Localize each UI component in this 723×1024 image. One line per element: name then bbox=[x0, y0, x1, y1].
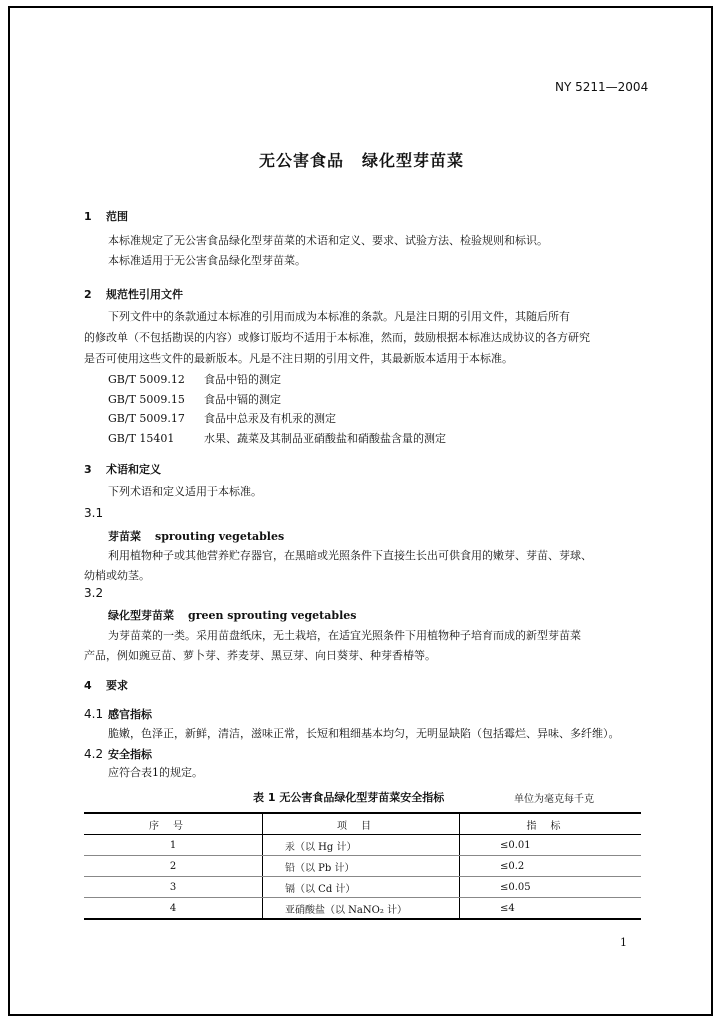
reference-item bbox=[108, 391, 281, 407]
table-caption: 表 1 无公害食品绿化型芽苗菜安全指标 bbox=[253, 791, 445, 804]
row-item: 亚硝酸盐（以 NaNO₂ 计） bbox=[263, 898, 460, 920]
row-number: 3 bbox=[84, 877, 263, 898]
subsection-number: 4.2 bbox=[84, 747, 104, 761]
table-header-row bbox=[84, 813, 641, 835]
section-2-paragraph-line-3: 是否可使用这些文件的最新版本。凡是不注日期的引用文件，其最新版本适用于本标准。 bbox=[84, 352, 513, 365]
row-item: 铅（以 Pb 计） bbox=[263, 856, 460, 877]
section-title: 要求 bbox=[106, 679, 128, 692]
reference-code: GB/T 5009.15 bbox=[108, 393, 185, 406]
section-3-heading bbox=[84, 461, 161, 477]
reference-title: 食品中铅的测定 bbox=[204, 373, 281, 386]
row-item: 镉（以 Cd 计） bbox=[263, 877, 460, 898]
term-english: sprouting vegetables bbox=[155, 530, 285, 543]
column-header-number: 序号 bbox=[84, 813, 263, 835]
row-limit: ≤0.01 bbox=[460, 835, 642, 856]
row-item: 汞（以 Hg 计） bbox=[263, 835, 460, 856]
reference-item bbox=[108, 430, 446, 446]
section-1-paragraph-1: 本标准规定了无公害食品绿化型芽苗菜的术语和定义、要求、试验方法、检验规则和标识。 bbox=[108, 234, 548, 247]
subsection-4-2-text: 应符合表1的规定。 bbox=[108, 766, 203, 779]
section-number: 3 bbox=[84, 463, 92, 476]
row-limit: ≤0.05 bbox=[460, 877, 642, 898]
section-number: 1 bbox=[84, 210, 92, 223]
table-unit: 单位为毫克每千克 bbox=[514, 794, 594, 805]
reference-code: GB/T 5009.17 bbox=[108, 412, 185, 425]
table-row bbox=[84, 835, 641, 856]
document-title bbox=[0, 148, 723, 171]
column-header-item: 项目 bbox=[263, 813, 460, 835]
section-title: 术语和定义 bbox=[106, 463, 161, 476]
section-2-heading bbox=[84, 286, 183, 302]
reference-title: 水果、蔬菜及其制品亚硝酸盐和硝酸盐含量的测定 bbox=[204, 432, 446, 445]
term-chinese: 芽苗菜 bbox=[108, 530, 141, 543]
subsection-4-1-text: 脆嫩，色泽正，新鲜，清洁，滋味正常，长短和粗细基本均匀，无明显缺陷（包括霉烂、异味、多纤维）。 bbox=[108, 727, 620, 740]
table-row bbox=[84, 898, 641, 920]
title-part-2: 绿化型芽苗菜 bbox=[362, 151, 465, 170]
section-title: 范围 bbox=[106, 210, 128, 223]
reference-item bbox=[108, 371, 281, 387]
term-3-1-definition-line-2: 幼梢或幼茎。 bbox=[84, 569, 150, 582]
section-2-paragraph-line-2: 的修改单（不包括勘误的内容）或修订版均不适用于本标准，然而，鼓励根据本标准达成协议的各方研究 bbox=[84, 331, 590, 344]
row-limit: ≤4 bbox=[460, 898, 642, 920]
reference-title: 食品中总汞及有机汞的测定 bbox=[204, 412, 336, 425]
table-row bbox=[84, 856, 641, 877]
term-3-2-definition-line-2: 产品，例如豌豆苗、萝卜芽、荞麦芽、黑豆芽、向日葵芽、种芽香椿等。 bbox=[84, 649, 436, 662]
section-number: 4 bbox=[84, 679, 92, 692]
term-3-2-definition-line-1: 为芽苗菜的一类。采用苗盘纸床，无土栽培，在适宜光照条件下用植物种子培育而成的新型芽苗菜 bbox=[108, 629, 581, 642]
term-3-1-definition-line-1: 利用植物种子或其他营养贮存器官，在黑暗或光照条件下直接生长出可供食用的嫩芽、芽苗、芽球、 bbox=[108, 549, 592, 562]
table-row bbox=[84, 877, 641, 898]
term-3-2 bbox=[108, 607, 356, 623]
section-1-heading bbox=[84, 208, 128, 224]
section-4-heading bbox=[84, 677, 128, 693]
row-limit: ≤0.2 bbox=[460, 856, 642, 877]
row-number: 1 bbox=[84, 835, 263, 856]
subsection-number: 4.1 bbox=[84, 707, 104, 721]
subsection-title: 感官指标 bbox=[108, 708, 152, 721]
subsection-4-2-heading bbox=[84, 746, 152, 762]
section-1-paragraph-2: 本标准适用于无公害食品绿化型芽苗菜。 bbox=[108, 254, 306, 267]
subsection-title: 安全指标 bbox=[108, 748, 152, 761]
section-title: 规范性引用文件 bbox=[106, 288, 183, 301]
section-3-intro: 下列术语和定义适用于本标准。 bbox=[108, 485, 262, 498]
term-3-2-number: 3.2 bbox=[84, 586, 104, 600]
reference-code: GB/T 15401 bbox=[108, 432, 175, 445]
term-chinese: 绿化型芽苗菜 bbox=[108, 609, 174, 622]
section-number: 2 bbox=[84, 288, 92, 301]
title-part-1: 无公害食品 bbox=[258, 151, 344, 170]
term-3-1 bbox=[108, 528, 284, 544]
term-english: green sprouting vegetables bbox=[188, 609, 357, 622]
page-number: 1 bbox=[620, 936, 627, 949]
safety-indicator-table bbox=[84, 812, 641, 920]
column-header-limit: 指标 bbox=[460, 813, 642, 835]
reference-item bbox=[108, 410, 336, 426]
reference-title: 食品中镉的测定 bbox=[204, 393, 281, 406]
standard-code: NY 5211—2004 bbox=[555, 80, 649, 94]
subsection-4-1-heading bbox=[84, 706, 152, 722]
reference-code: GB/T 5009.12 bbox=[108, 373, 185, 386]
row-number: 4 bbox=[84, 898, 263, 920]
term-3-1-number: 3.1 bbox=[84, 506, 104, 520]
section-2-paragraph-line-1: 下列文件中的条款通过本标准的引用而成为本标准的条款。凡是注日期的引用文件，其随后所有 bbox=[108, 310, 570, 323]
row-number: 2 bbox=[84, 856, 263, 877]
